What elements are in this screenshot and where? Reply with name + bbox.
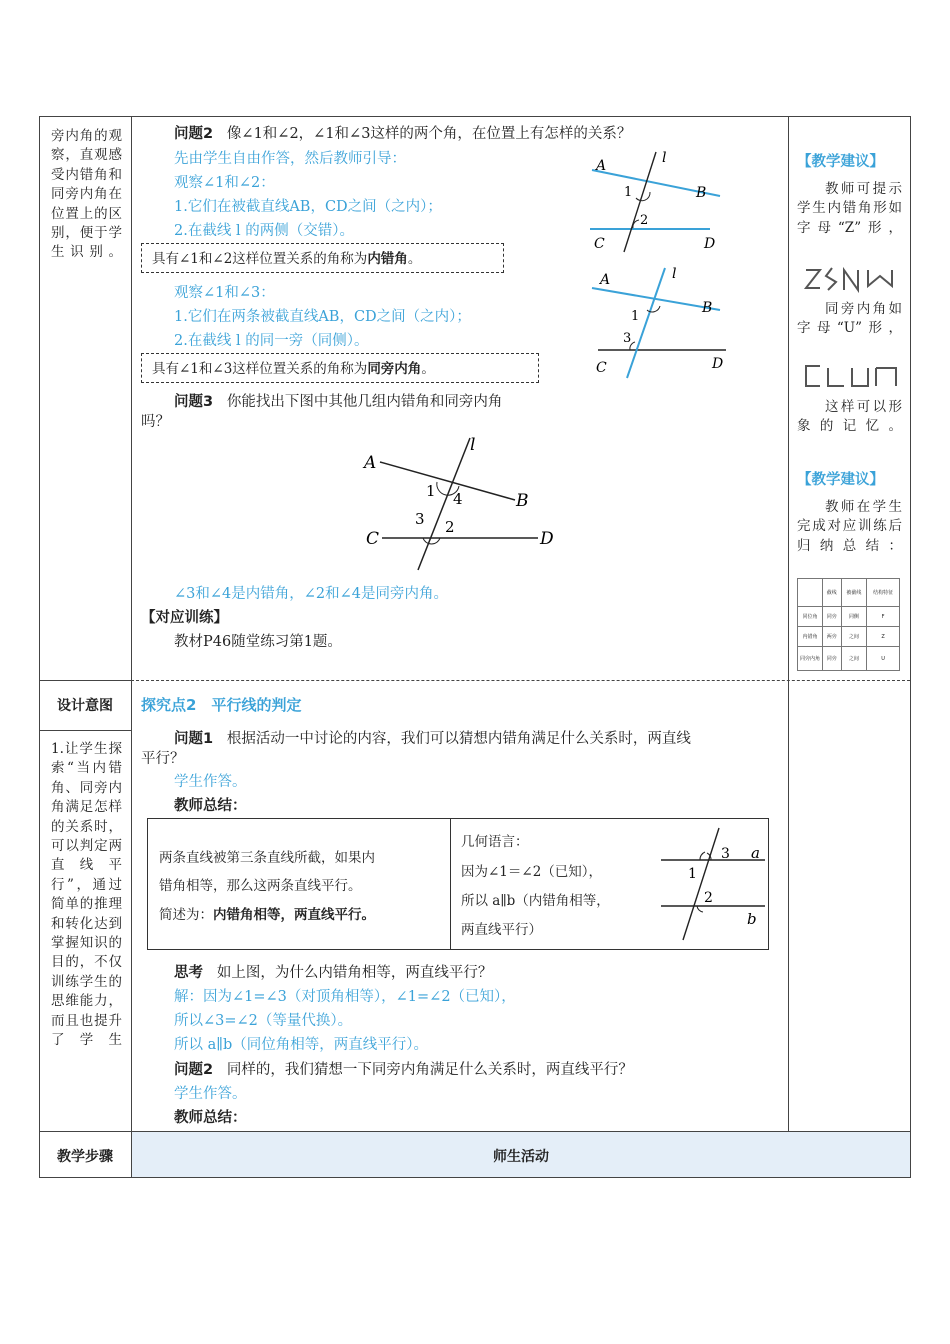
observe-2-point-2: 2.在截线 l 的同一旁（同侧）。 xyxy=(174,333,369,349)
label-b-small: b xyxy=(747,910,757,928)
label-b: B xyxy=(702,300,713,316)
label-c: C xyxy=(366,529,380,549)
u-shape-handwriting xyxy=(800,360,900,392)
p-q1-line: 问题1 根据活动一中讨论的内容，我们可以猜想内错角满足什么关系时，两直线 xyxy=(174,731,691,747)
col-divider-1 xyxy=(131,116,132,1177)
theorem-short: 简述为：内错角相等，两直线平行。 xyxy=(159,907,375,923)
angle-arc xyxy=(700,852,705,860)
label-d: D xyxy=(704,236,716,252)
geo-title: 几何语言： xyxy=(461,834,529,850)
summary-table xyxy=(797,578,900,671)
label-l: l xyxy=(662,150,667,166)
q2-line: 问题2 像∠1和∠2，∠1和∠3这样的两个角，在位置上有怎样的关系？ xyxy=(174,126,632,142)
label-a: A xyxy=(596,158,607,174)
table-row: 同位角 同旁 同侧 F xyxy=(798,607,900,627)
u-shape-icon xyxy=(852,368,868,386)
label-4: 4 xyxy=(453,490,463,508)
label-b: B xyxy=(696,185,707,201)
solution-1: 解：因为∠1=∠3（对顶角相等），∠1=∠2（已知）， xyxy=(174,989,516,1005)
label-d: D xyxy=(540,529,554,549)
u-shape-icon xyxy=(828,368,844,386)
table-header: 被截线 xyxy=(841,579,867,607)
geo-line-2: 所以 a∥b（内错角相等， xyxy=(461,893,610,909)
p-q2-line: 问题2 同样的，我们猜想一下同旁内角满足什么关系时，两直线平行？ xyxy=(174,1062,633,1078)
figure-alternate-angles xyxy=(588,148,728,258)
observe-1: 观察∠1和∠2： xyxy=(174,175,275,191)
table-top-border xyxy=(39,116,911,117)
label-c: C xyxy=(594,236,605,252)
label-a: A xyxy=(600,272,611,288)
training-text: 教材P46随堂练习第1题。 xyxy=(174,634,342,650)
label-l: l xyxy=(672,266,677,282)
m-shape-icon xyxy=(868,270,892,286)
dashed-divider xyxy=(131,680,910,681)
transversal xyxy=(683,828,719,940)
geo-line-1: 因为∠1＝∠2（已知）， xyxy=(461,864,603,880)
observe-2: 观察∠1和∠3： xyxy=(174,285,275,301)
s-shape-icon xyxy=(826,268,836,290)
p-q1-line-2: 平行？ xyxy=(141,751,185,767)
observe-1-point-2: 2.在截线 l 的两侧（交错）。 xyxy=(174,223,354,239)
p-q2-answer: 学生作答。 xyxy=(174,1086,247,1102)
left-note-top: 旁内角的观察，直观感受内错角和同旁内角在位置上的区别，便于学生识别。 xyxy=(51,128,122,261)
z-shape-icon xyxy=(806,270,820,288)
observe-1-point-1: 1.它们在被截直线AB，CD之间（之内）； xyxy=(174,199,442,215)
label-b: B xyxy=(516,491,529,511)
table-left-border xyxy=(39,116,40,1177)
label-3: 3 xyxy=(415,510,425,528)
footer-steps-label: 教学步骤 xyxy=(57,1149,113,1165)
angle-arc xyxy=(423,538,440,544)
suggestion-text-1c: 这样可以形象的记忆。 xyxy=(797,399,902,435)
table-bottom-border xyxy=(39,1177,911,1178)
p-q1-answer: 学生作答。 xyxy=(174,774,247,790)
label-2: 2 xyxy=(704,890,713,906)
table-right-border xyxy=(910,116,911,1177)
teacher-summary-2: 教师总结： xyxy=(174,1110,247,1126)
label-1: 1 xyxy=(688,866,697,882)
solution-3: 所以 a∥b（同位角相等，两直线平行）。 xyxy=(174,1037,428,1053)
suggestion-title-2: 【教学建议】 xyxy=(797,472,884,488)
q3-line-2: 吗？ xyxy=(141,414,170,430)
label-l: l xyxy=(470,435,476,455)
z-shape-handwriting xyxy=(800,262,900,294)
figure-same-side-angles xyxy=(590,262,730,380)
design-intent-label: 设计意图 xyxy=(57,698,113,714)
u-shape-icon xyxy=(876,368,896,386)
label-2: 2 xyxy=(640,213,649,228)
label-3: 3 xyxy=(721,846,730,862)
definition-box-1: 具有∠1和∠2这样位置关系的角称为内错角。 xyxy=(141,243,504,273)
label-1: 1 xyxy=(631,309,640,324)
suggestion-text-2: 教师在学生完成对应训练后归纳总结： xyxy=(797,499,902,554)
training-title: 【对应训练】 xyxy=(141,610,228,626)
q3-answer: ∠3和∠4是内错角，∠2和∠4是同旁内角。 xyxy=(174,586,448,602)
solution-2: 所以∠3=∠2（等量代换）。 xyxy=(174,1013,353,1029)
table-row: 同旁内角 同旁 之间 U xyxy=(798,647,900,671)
footer-activity-label: 师生活动 xyxy=(493,1149,549,1165)
label-a-small: a xyxy=(751,844,760,862)
figure-four-angles xyxy=(360,432,560,572)
label-d: D xyxy=(712,356,724,372)
angle-arc xyxy=(647,306,660,312)
label-a: A xyxy=(364,453,377,473)
label-1: 1 xyxy=(624,185,633,200)
suggestion-title-1: 【教学建议】 xyxy=(797,154,884,170)
left-note-bottom: 1.让学生探索“当内错角、同旁内角满足怎样的关系时，可以判定两直线平行”，通过简单的推理和转化达到掌握知识的目的，不仅训练学生的思维能力，而且也提升了学生 xyxy=(51,741,122,1049)
u-shape-icon xyxy=(806,366,820,386)
theorem-text-1: 两条直线被第三条直线所截，如果内 xyxy=(159,850,375,866)
table-header: 截线 xyxy=(823,579,842,607)
think-line: 思考 如上图，为什么内错角相等，两直线平行？ xyxy=(174,965,493,981)
label-c: C xyxy=(596,360,607,376)
suggestion-text-1b: 同旁内角如字母“U”形， xyxy=(797,301,902,337)
suggestion-text-1a: 教师可提示学生内错角形如字母“Z”形， xyxy=(797,181,902,236)
n-shape-icon xyxy=(844,270,858,290)
q2-answer: 先由学生自由作答，然后教师引导： xyxy=(174,151,406,167)
theorem-box-divider xyxy=(450,818,451,950)
observe-2-point-1: 1.它们在两条被截直线AB，CD之间（之内）； xyxy=(174,309,471,325)
teacher-summary: 教师总结： xyxy=(174,798,247,814)
theorem-text-2: 错角相等，那么这两条直线平行。 xyxy=(159,878,362,894)
left-divider xyxy=(39,680,131,681)
label-3: 3 xyxy=(623,331,632,346)
definition-box-2: 具有∠1和∠3这样位置关系的角称为同旁内角。 xyxy=(141,353,539,383)
col-divider-2 xyxy=(788,116,789,1131)
label-2: 2 xyxy=(445,518,455,536)
left-divider-2 xyxy=(39,730,131,731)
figure-parallel-lines xyxy=(655,822,767,946)
angle-arc xyxy=(697,906,703,912)
table-row: 内错角 两旁 之间 Z xyxy=(798,627,900,647)
geo-line-3: 两直线平行） xyxy=(461,922,542,938)
table-header: 结构特征 xyxy=(867,579,900,607)
line-l xyxy=(624,152,656,252)
q3-line: 问题3 你能找出下图中其他几组内错角和同旁内角 xyxy=(174,394,503,410)
label-1: 1 xyxy=(426,482,436,500)
explore-title: 探究点2 平行线的判定 xyxy=(141,696,302,714)
